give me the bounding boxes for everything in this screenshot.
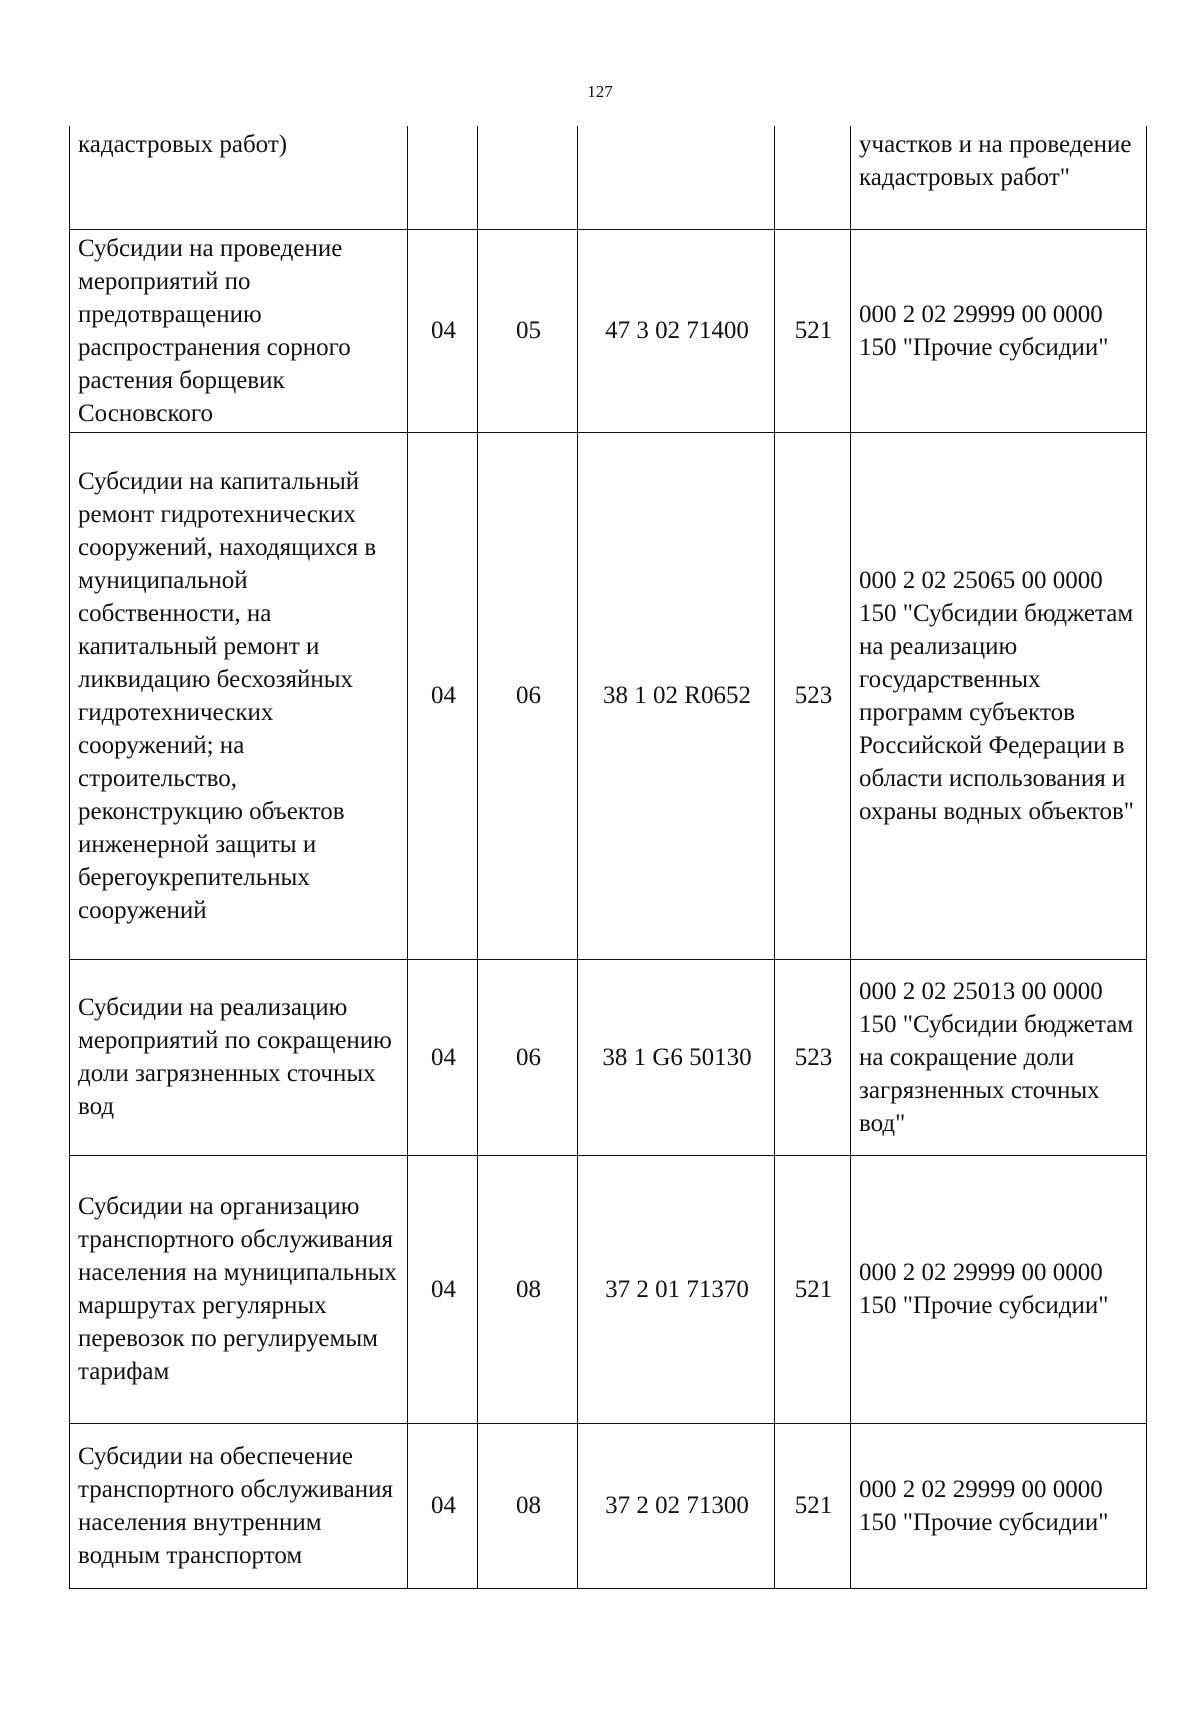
target-article-cell: 38 1 02 R0652: [578, 432, 775, 959]
table-row: [70, 126, 1147, 229]
expense-type-cell: [775, 126, 851, 229]
table-row: [70, 1155, 1147, 1423]
expense-name-cell: Субсидии на проведение мероприятий по предотвращению распространения сорного растения борщевик Сосновского: [70, 229, 408, 432]
income-code-cell: 000 2 02 25013 00 0000 150 "Субсидии бюджетам на сокращение доли загрязненных сточных вод": [851, 959, 1147, 1155]
section-cell: 04: [408, 432, 478, 959]
target-article-cell: [578, 126, 775, 229]
income-code-cell: 000 2 02 29999 00 0000 150 "Прочие субсидии": [851, 229, 1147, 432]
expense-name-cell: Субсидии на обеспечение транспортного обслуживания населения внутренним водным транспортом: [70, 1423, 408, 1588]
subsection-cell: 08: [478, 1423, 578, 1588]
income-code-cell: 000 2 02 29999 00 0000 150 "Прочие субсидии": [851, 1155, 1147, 1423]
section-cell: [408, 126, 478, 229]
page-number: 127: [587, 82, 613, 101]
section-cell: 04: [408, 1423, 478, 1588]
expense-name-cell: Субсидии на капитальный ремонт гидротехнических сооружений, находящихся в муниципальной собственности, на капитальный ремонт и ликвидацию бесхозяйных гидротехнических сооружений; на строительство, реконструкцию объектов инженерной защиты и берегоукрепительных сооружений: [70, 432, 408, 959]
target-article-cell: 37 2 01 71370: [578, 1155, 775, 1423]
section-cell: 04: [408, 1155, 478, 1423]
section-cell: 04: [408, 229, 478, 432]
table-row: [70, 229, 1147, 432]
income-code-cell: участков и на проведение кадастровых работ": [851, 126, 1147, 229]
subsection-cell: [478, 126, 578, 229]
target-article-cell: 38 1 G6 50130: [578, 959, 775, 1155]
subsection-cell: 05: [478, 229, 578, 432]
expense-type-cell: 521: [775, 1155, 851, 1423]
table-row: [70, 959, 1147, 1155]
expense-name-cell: кадастровых работ): [70, 126, 408, 229]
income-code-cell: 000 2 02 29999 00 0000 150 "Прочие субсидии": [851, 1423, 1147, 1588]
expense-type-cell: 523: [775, 959, 851, 1155]
target-article-cell: 47 3 02 71400: [578, 229, 775, 432]
income-code-cell: 000 2 02 25065 00 0000 150 "Субсидии бюджетам на реализацию государственных программ субъектов Российской Федерации в области использования и охраны водных объектов": [851, 432, 1147, 959]
section-cell: 04: [408, 959, 478, 1155]
expense-name-cell: Субсидии на реализацию мероприятий по сокращению доли загрязненных сточных вод: [70, 959, 408, 1155]
budget-table: [69, 126, 1147, 1589]
subsection-cell: 06: [478, 959, 578, 1155]
expense-type-cell: 521: [775, 229, 851, 432]
subsection-cell: 08: [478, 1155, 578, 1423]
table-row: [70, 1423, 1147, 1588]
expense-type-cell: 523: [775, 432, 851, 959]
expense-type-cell: 521: [775, 1423, 851, 1588]
expense-name-cell: Субсидии на организацию транспортного обслуживания населения на муниципальных маршрутах регулярных перевозок по регулируемым тарифам: [70, 1155, 408, 1423]
target-article-cell: 37 2 02 71300: [578, 1423, 775, 1588]
table-row: [70, 432, 1147, 959]
subsection-cell: 06: [478, 432, 578, 959]
